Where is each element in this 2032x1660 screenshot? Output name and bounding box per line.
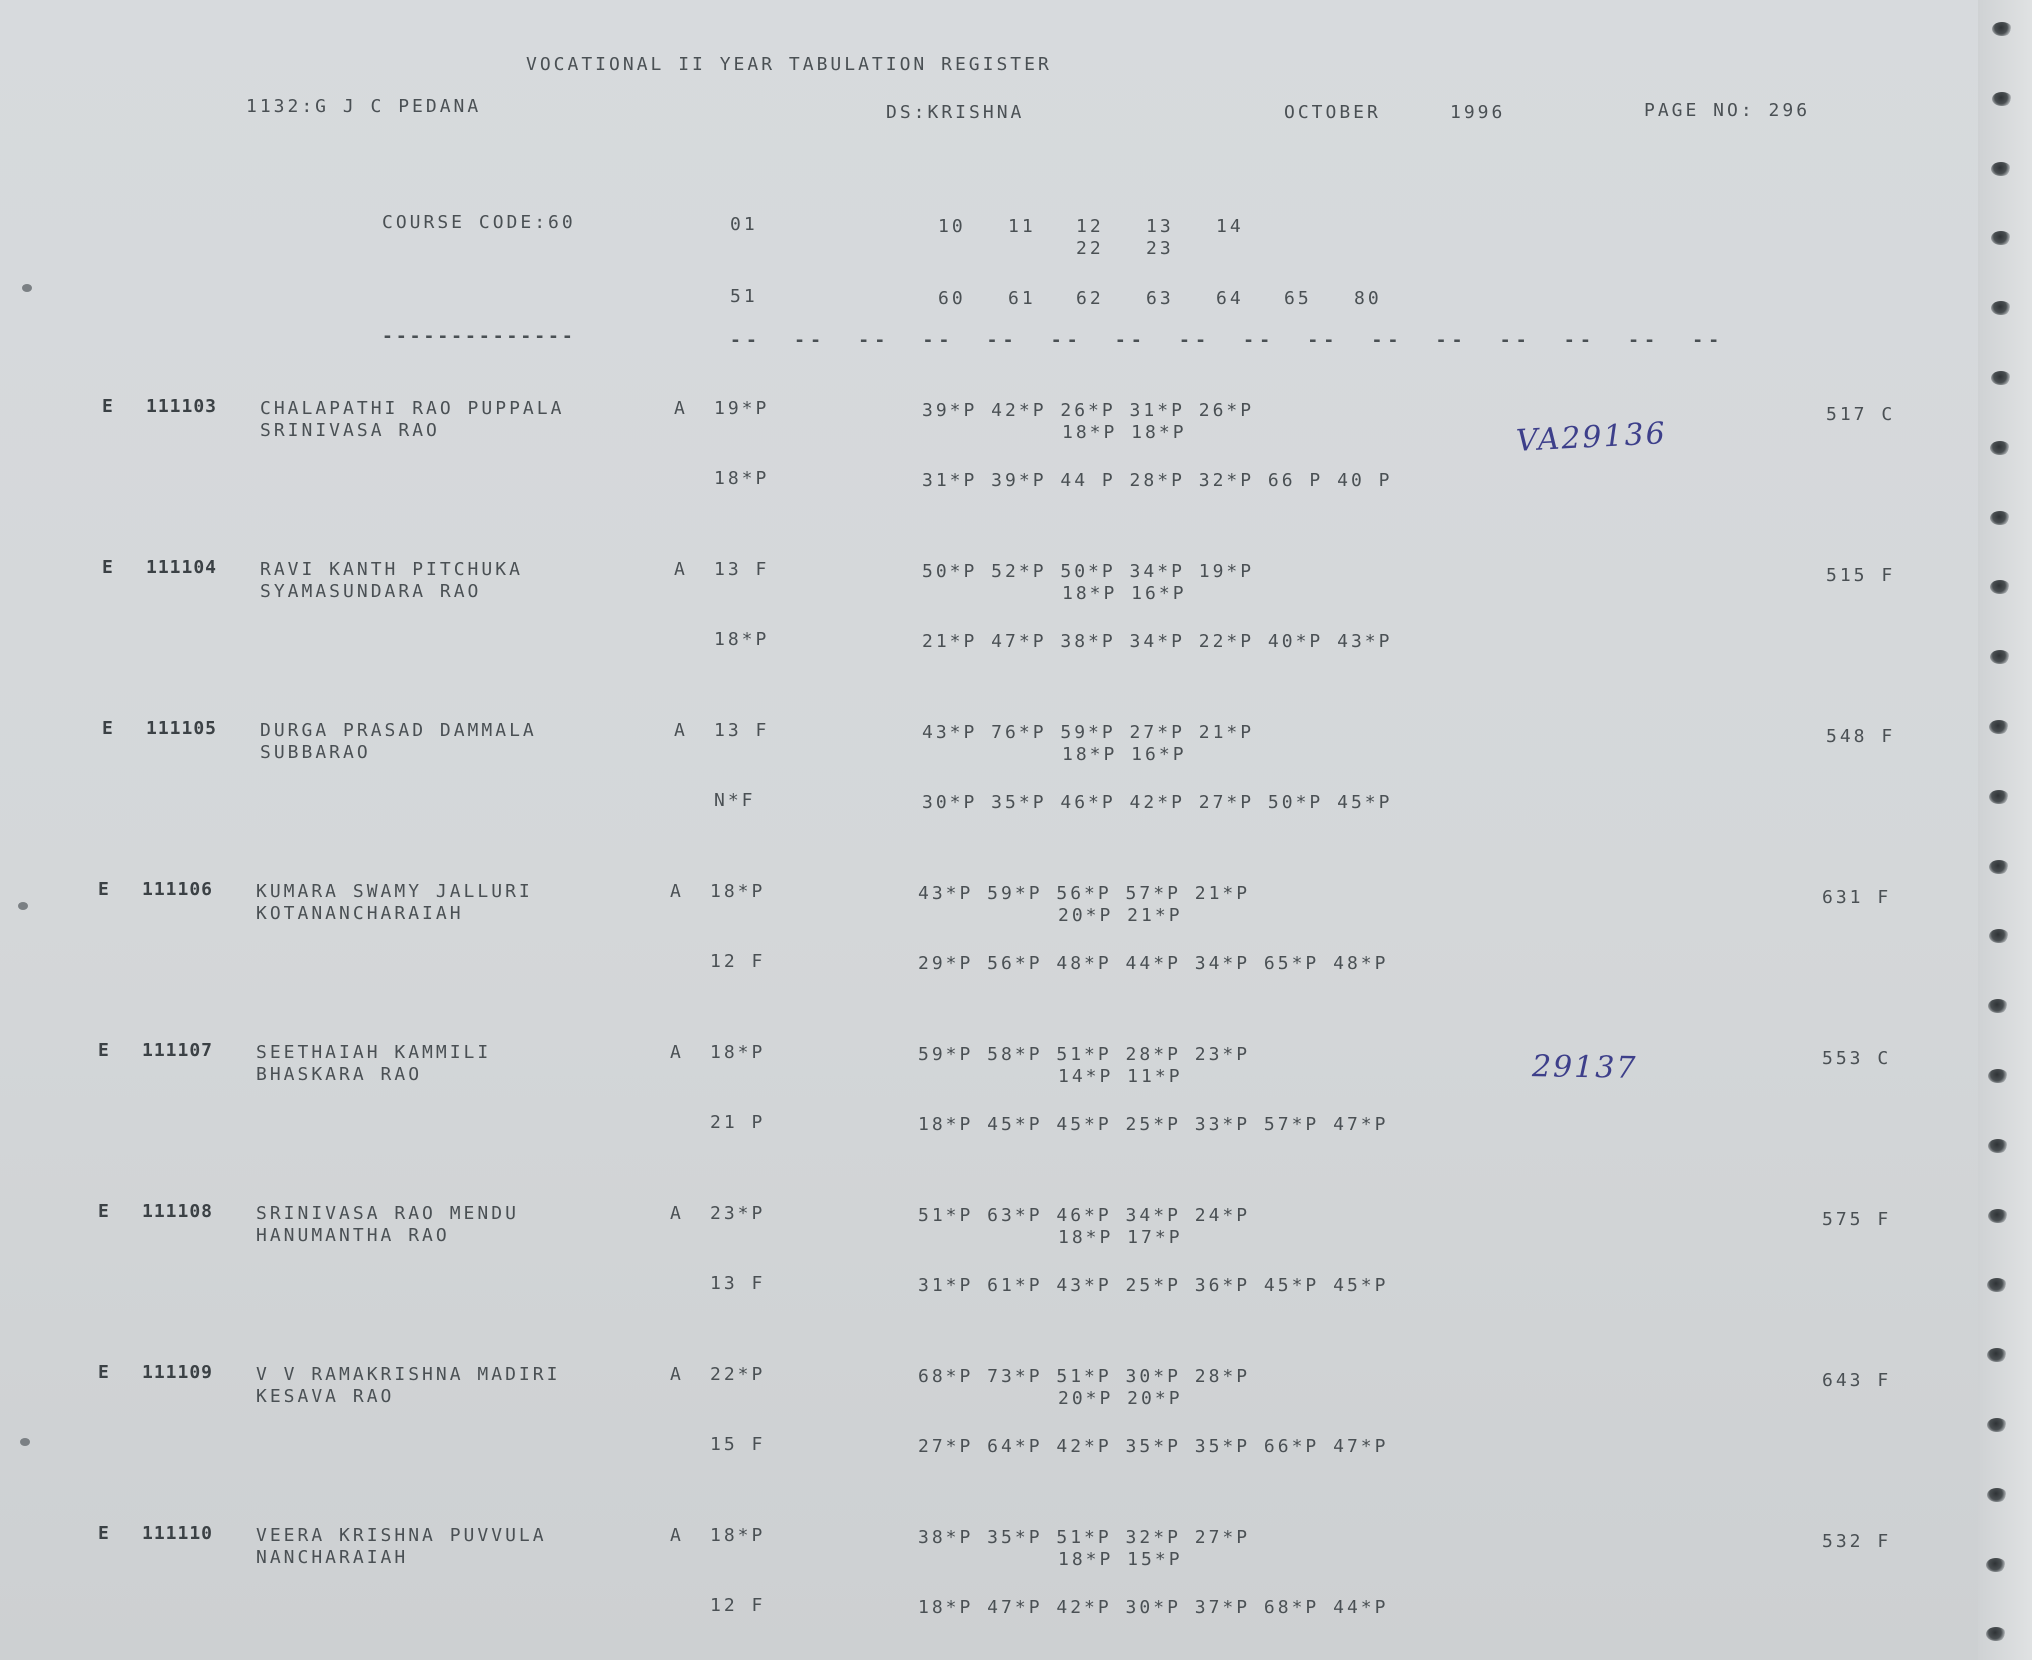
handwritten-note: VA29136	[1515, 416, 1668, 459]
page-number: PAGE NO: 296	[1644, 100, 1811, 121]
district: DS:KRISHNA	[886, 102, 1025, 123]
tractor-feed-hole	[1992, 92, 2012, 106]
marks-part2: 21*P 47*P 38*P 34*P 22*P 40*P 43*P	[922, 631, 1393, 652]
father-name: KESAVA RAO	[256, 1386, 395, 1407]
father-name: SUBBARAO	[260, 742, 371, 763]
tractor-feed-hole	[1990, 511, 2010, 525]
father-name: NANCHARAIAH	[256, 1547, 409, 1568]
row-flag: E	[98, 1362, 112, 1383]
subject-code: 22	[1076, 238, 1104, 259]
tractor-feed-hole	[1987, 1488, 2007, 1502]
marks-part1-a: 13 F	[714, 559, 770, 580]
row-flag: E	[98, 1523, 112, 1544]
student-name: V V RAMAKRISHNA MADIRI	[256, 1364, 561, 1385]
total-result: 575 F	[1822, 1209, 1892, 1230]
row-flag: E	[98, 1201, 112, 1222]
roll-number: 111109	[142, 1362, 214, 1383]
total-result: 532 F	[1822, 1531, 1892, 1552]
subject-code: 01	[730, 214, 758, 235]
group-code: A	[670, 1203, 684, 1224]
tractor-feed-hole	[1988, 1139, 2008, 1153]
row-flag: E	[102, 557, 116, 578]
marks-part2-a: N*F	[714, 790, 756, 811]
marks-part2: 18*P 45*P 45*P 25*P 33*P 57*P 47*P	[918, 1114, 1389, 1135]
marks-part1: 50*P 52*P 50*P 34*P 19*P	[922, 561, 1255, 582]
college-code: 1132:G J C PEDANA	[246, 96, 482, 117]
course-code-label: COURSE CODE:60	[382, 212, 576, 233]
marks-part2: 31*P 61*P 43*P 25*P 36*P 45*P 45*P	[918, 1275, 1389, 1296]
group-code: A	[670, 1525, 684, 1546]
roll-number: 111107	[142, 1040, 214, 1061]
father-name: SYAMASUNDARA RAO	[260, 581, 482, 602]
group-code: A	[674, 559, 688, 580]
subject-code: 60	[938, 288, 966, 309]
row-flag: E	[102, 396, 116, 417]
marks-part1-a: 18*P	[710, 1525, 766, 1546]
marks-part1-sub: 18*P 17*P	[1058, 1227, 1183, 1248]
father-name: SRINIVASA RAO	[260, 420, 440, 441]
father-name: BHASKARA RAO	[256, 1064, 423, 1085]
subject-code: 12	[1076, 216, 1104, 237]
student-name: KUMARA SWAMY JALLURI	[256, 881, 533, 902]
row-flag: E	[102, 718, 116, 739]
marks-part1: 68*P 73*P 51*P 30*P 28*P	[918, 1366, 1251, 1387]
column-separator: -- -- -- -- -- -- -- -- -- -- -- -- -- -- -- --	[730, 330, 1725, 351]
tractor-feed-hole	[1989, 860, 2009, 874]
group-code: A	[674, 398, 688, 419]
total-result: 515 F	[1826, 565, 1896, 586]
tractor-feed-hole	[1987, 1418, 2007, 1432]
marks-part2: 31*P 39*P 44 P 28*P 32*P 66 P 40 P	[922, 470, 1393, 491]
father-name: HANUMANTHA RAO	[256, 1225, 450, 1246]
subject-code: 51	[730, 286, 758, 307]
marks-part1-sub: 20*P 20*P	[1058, 1388, 1183, 1409]
student-name: RAVI KANTH PITCHUKA	[260, 559, 523, 580]
student-name: SEETHAIAH KAMMILI	[256, 1042, 492, 1063]
marks-part2: 30*P 35*P 46*P 42*P 27*P 50*P 45*P	[922, 792, 1393, 813]
total-result: 548 F	[1826, 726, 1896, 747]
tractor-feed-hole	[1988, 1069, 2008, 1083]
subject-code: 11	[1008, 216, 1036, 237]
margin-dot	[22, 284, 32, 292]
subject-code: 80	[1354, 288, 1382, 309]
student-name: VEERA KRISHNA PUVVULA	[256, 1525, 547, 1546]
total-result: 553 C	[1822, 1048, 1892, 1069]
marks-part2-a: 12 F	[710, 1595, 766, 1616]
roll-number: 111103	[146, 396, 218, 417]
roll-number: 111108	[142, 1201, 214, 1222]
marks-part1: 38*P 35*P 51*P 32*P 27*P	[918, 1527, 1251, 1548]
marks-part1-sub: 20*P 21*P	[1058, 905, 1183, 926]
subject-code: 13	[1146, 216, 1174, 237]
tractor-feed-hole	[1986, 1558, 2006, 1572]
total-result: 631 F	[1822, 887, 1892, 908]
subject-code: 63	[1146, 288, 1174, 309]
marks-part2-a: 18*P	[714, 468, 770, 489]
student-name: CHALAPATHI RAO PUPPALA	[260, 398, 565, 419]
roll-number: 111104	[146, 557, 218, 578]
handwritten-note: 29137	[1531, 1049, 1638, 1086]
marks-part2-a: 13 F	[710, 1273, 766, 1294]
header-underline: --------------	[382, 326, 576, 347]
marks-part1: 59*P 58*P 51*P 28*P 23*P	[918, 1044, 1251, 1065]
marks-part1-sub: 18*P 18*P	[1062, 422, 1187, 443]
group-code: A	[670, 881, 684, 902]
tractor-feed-strip	[1978, 0, 2032, 1660]
student-name: DURGA PRASAD DAMMALA	[260, 720, 537, 741]
subject-code: 64	[1216, 288, 1244, 309]
marks-part2-a: 15 F	[710, 1434, 766, 1455]
tractor-feed-hole	[1989, 720, 2009, 734]
tractor-feed-hole	[1992, 22, 2012, 36]
marks-part1: 43*P 76*P 59*P 27*P 21*P	[922, 722, 1255, 743]
exam-month: OCTOBER	[1284, 102, 1381, 123]
row-flag: E	[98, 1040, 112, 1061]
tractor-feed-hole	[1991, 162, 2011, 176]
register-title: VOCATIONAL II YEAR TABULATION REGISTER	[526, 54, 1052, 75]
marks-part1-sub: 18*P 16*P	[1062, 583, 1187, 604]
group-code: A	[670, 1364, 684, 1385]
marks-part2-a: 12 F	[710, 951, 766, 972]
marks-part2: 29*P 56*P 48*P 44*P 34*P 65*P 48*P	[918, 953, 1389, 974]
subject-code: 23	[1146, 238, 1174, 259]
group-code: A	[674, 720, 688, 741]
marks-part1-sub: 14*P 11*P	[1058, 1066, 1183, 1087]
marks-part2-a: 21 P	[710, 1112, 766, 1133]
subject-code: 62	[1076, 288, 1104, 309]
marks-part2-a: 18*P	[714, 629, 770, 650]
margin-dot	[18, 902, 28, 910]
marks-part1-a: 18*P	[710, 881, 766, 902]
subject-code: 10	[938, 216, 966, 237]
marks-part2: 27*P 64*P 42*P 35*P 35*P 66*P 47*P	[918, 1436, 1389, 1457]
student-name: SRINIVASA RAO MENDU	[256, 1203, 519, 1224]
marks-part1-a: 22*P	[710, 1364, 766, 1385]
marks-part1-a: 23*P	[710, 1203, 766, 1224]
exam-year: 1996	[1450, 102, 1506, 123]
tractor-feed-hole	[1988, 1209, 2008, 1223]
subject-code: 14	[1216, 216, 1244, 237]
marks-part2: 18*P 47*P 42*P 30*P 37*P 68*P 44*P	[918, 1597, 1389, 1618]
group-code: A	[670, 1042, 684, 1063]
roll-number: 111105	[146, 718, 218, 739]
margin-dot	[20, 1438, 30, 1446]
marks-part1-sub: 18*P 15*P	[1058, 1549, 1183, 1570]
subject-code: 61	[1008, 288, 1036, 309]
marks-part1-a: 19*P	[714, 398, 770, 419]
roll-number: 111110	[142, 1523, 214, 1544]
marks-part1-sub: 18*P 16*P	[1062, 744, 1187, 765]
tractor-feed-hole	[1990, 441, 2010, 455]
marks-part1: 51*P 63*P 46*P 34*P 24*P	[918, 1205, 1251, 1226]
tractor-feed-hole	[1989, 790, 2009, 804]
marks-part1: 43*P 59*P 56*P 57*P 21*P	[918, 883, 1251, 904]
row-flag: E	[98, 879, 112, 900]
father-name: KOTANANCHARAIAH	[256, 903, 464, 924]
tractor-feed-hole	[1991, 371, 2011, 385]
marks-part1-a: 13 F	[714, 720, 770, 741]
roll-number: 111106	[142, 879, 214, 900]
total-result: 517 C	[1826, 404, 1896, 425]
marks-part1-a: 18*P	[710, 1042, 766, 1063]
subject-code: 65	[1284, 288, 1312, 309]
marks-part1: 39*P 42*P 26*P 31*P 26*P	[922, 400, 1255, 421]
total-result: 643 F	[1822, 1370, 1892, 1391]
